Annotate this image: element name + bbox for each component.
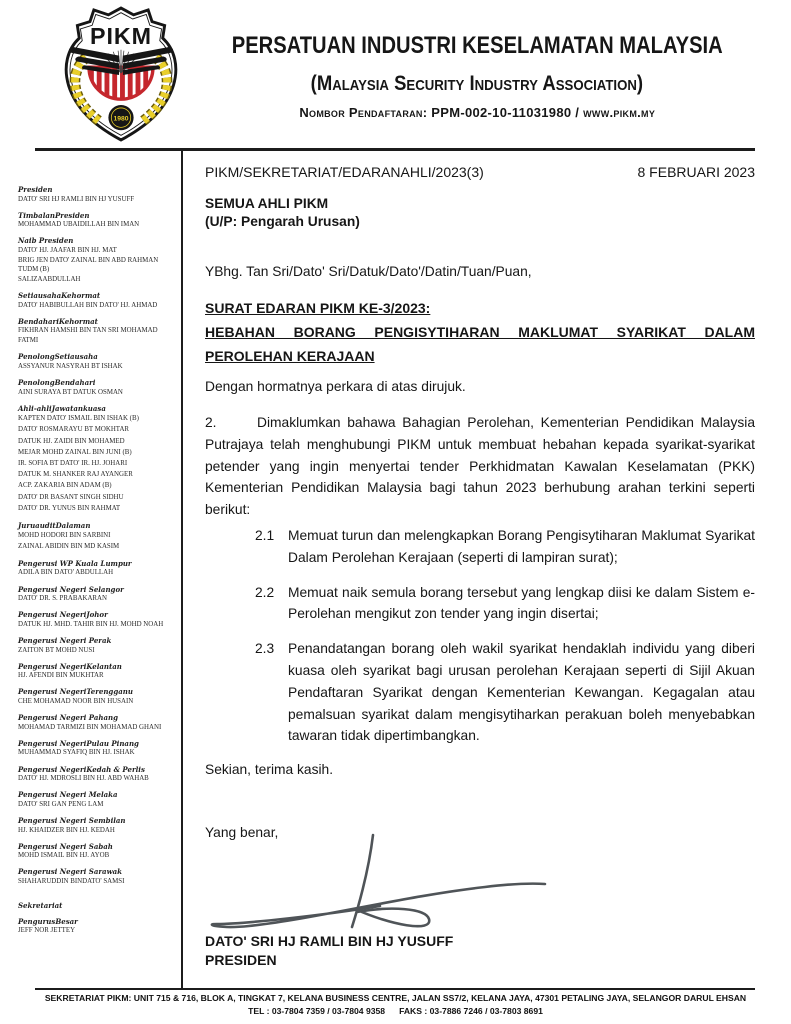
signature-ink-icon [205,830,550,930]
officer-group [18,559,178,578]
officer-name: KAPTEN DATO' ISMAIL BIN ISHAK (B) [18,415,139,423]
officer-role-title: Pengerusi Negeri Perak [18,636,112,646]
letter-body [205,160,755,970]
paragraph-2-text: Dimaklumkan bahawa Bahagian Perolehan, Kementerian Pendidikan Malaysia Putrajaya telah menghubungi PIKM untuk membuat hebahan kepada syarikat-syarikat petender yang ingin menyertai tender Perkhidmatan Kawalan Keselamatan (PKK) Kementerian Pendidikan Malaysia bagi tahun 2023 berhubung arahan terkini seperti berikut: [205,415,755,518]
officer-role-title: SetiausahaKehormat [18,291,101,301]
officer-group [18,713,178,732]
officer-group [18,404,178,514]
officer-name: ASSYANUR NASYRAH BT ISHAK [18,362,123,370]
officer-role-title: Pengerusi Negeri Sembilan [18,816,126,825]
closing-line: Sekian, terima kasih. [205,762,334,778]
recipient-line: SEMUA AHLI PIKM [205,196,329,211]
officer-name: DATO' DR. YUNUS BIN RAHMAT [18,504,121,512]
officer-group [18,291,178,310]
officer-group [18,521,178,553]
subject-line-1: SURAT EDARAN PIKM KE-3/2023: [205,300,431,316]
item-number: 2.3 [255,641,275,657]
opening-paragraph: Dengan hormatnya perkara di atas dirujuk. [205,379,466,394]
officer-name: DATO' SRI GAN PENG LAM [18,800,104,808]
reference-row [205,163,755,181]
officer-group [18,739,178,758]
officer-name: DATO' HABIBULLAH BIN DATO' HJ. AHMAD [18,301,158,309]
officer-name: SALIZAABDULLAH [18,276,81,284]
officer-role-title: Pengerusi NegeriJohor [18,610,108,620]
officer-name: DATO' HJ. MDROSLI BIN HJ. ABD WAHAB [18,775,149,783]
signatory-name: DATO' SRI HJ RAMLI BIN HJ YUSUFF [205,933,454,950]
officer-group [18,585,178,604]
subject-line-3: PEROLEHAN KERAJAAN [205,348,375,364]
pikm-badge-icon [57,5,185,143]
officer-name: ACP. ZAKARIA BIN ADAM (B) [18,482,112,490]
officer-name: DATO' HJ. JAAFAR BIN HJ. MAT [18,246,117,254]
reference-number: PIKM/SEKRETARIAT/EDARANAHLI/2023(3) [205,164,484,180]
logo-acronym-text: PIKM [89,22,153,49]
officer-name: HJ. AFENDI BIN MUKHTAR [18,672,104,680]
officer-group [18,610,178,629]
pikm-logo [57,5,185,148]
officer-role-title: PenolongBendahari [18,378,96,388]
officer-role-title: Pengerusi Negeri Selangor [18,584,124,594]
officer-group [18,687,178,706]
officer-name: DATUK M. SHANKER RAJ AYANGER [18,471,133,479]
officer-name: MOHAMMAD UBAIDILLAH BIN IMAN [18,221,140,229]
item-text: Memuat naik semula borang tersebut yang lengkap diisi ke dalam Sistem e-Perolehan mengikut zon tender yang ingin disertai; [288,584,755,622]
officer-name: DATO' DR. S. PRABAKARAN [18,595,107,603]
officer-name: ZAINAL ABIDIN BIN MD KASIM [18,543,120,551]
officer-name: MEJAR MOHD ZAINAL BIN JUNI (B) [18,448,132,456]
officer-name: DATUK HJ. ZAIDI BIN MOHAMED [18,437,125,445]
officer-group [18,378,178,397]
officer-group [18,185,178,204]
officers-sidebar [18,185,178,942]
item-text: Penandatangan borang oleh wakil syarikat hendaklah individu yang diberi kuasa oleh syarikat bagi urusan perolehan Kerajaan seperti di Sijil Akuan Pendaftaran Syarikat dengan Kementerian Kewangan. Kegagalan atau pemalsuan syarikat dalam mengisytiharkan perakuan boleh menyebabkan tawaran tidak dipertimbangkan. [288,641,755,744]
officer-role-title: Pengerusi Negeri Sarawak [18,867,122,877]
officer-role-title: Pengerusi WP Kuala Lumpur [18,558,132,568]
letterhead [35,6,755,146]
org-name-malay: PERSATUAN INDUSTRI KESELAMATAN MALAYSIA [231,32,723,59]
officer-role-title: TimbalanPresiden [18,210,90,220]
officer-role-title: PengurusBesar [18,916,78,926]
secretariat-footer [0,992,791,1018]
officer-role-title: Pengerusi NegeriKelantan [18,661,122,671]
officer-name: SHAHARUDDIN BINDATO' SAMSI [18,877,125,885]
officer-name: FIKHRAN HAMSHI BIN TAN SRI MOHAMAD FATMI [18,327,158,345]
recipient-block [205,195,755,231]
officer-name: CHE MOHAMAD NOOR BIN HUSAIN [18,697,134,705]
signature-block [205,830,755,926]
officer-group [18,765,178,784]
sidebar-divider [181,150,183,988]
fax-numbers: FAKS : 03-7886 7246 / 03-7803 8691 [399,1006,543,1016]
recipient-attention-line: (U/P: Pengarah Urusan) [205,214,360,229]
svg-text:1980: 1980 [113,115,129,123]
item-number: 2.2 [255,584,275,600]
officer-role-title: Ahli-ahliJawatankuasa [18,403,106,413]
signatory-title: PRESIDEN [205,952,277,969]
officer-role-title: Pengerusi Negeri Sabah [18,841,113,851]
officer-name: HJ. KHAIDZER BIN HJ. KEDAH [18,826,115,834]
officer-group [18,901,178,911]
officer-name: IR. SOFIA BT DATO' IR. HJ. JOHARI [18,460,128,468]
header-divider [35,148,755,151]
officer-group [18,352,178,371]
secretariat-address: SEKRETARIAT PIKM: UNIT 715 & 716, BLOK A, TINGKAT 7, KELANA BUSINESS CENTRE, JALAN SS7/2, KELANA JAYA, 47301 PETALING JAYA, SELANGOR DARUL EHSAN [44,993,747,1003]
officer-name: AINI SURAYA BT DATUK OSMAN [18,388,123,396]
officer-group [18,790,178,809]
salutation: YBhg. Tan Sri/Dato' Sri/Datuk/Dato'/Datin/Tuan/Puan, [205,264,532,279]
officer-role-title: Pengerusi NegeriPulau Pinang [18,738,139,748]
letter-date: 8 FEBRUARI 2023 [637,164,755,180]
numbered-item [205,525,755,569]
item-text: Memuat turun dan melengkapkan Borang Pengisytiharan Maklumat Syarikat Dalam Perolehan Kerajaan (seperti di lampiran surat); [288,527,755,565]
subject-line-2: HEBAHAN BORANG PENGISYTIHARAN MAKLUMAT SYARIKAT DALAM [205,324,755,340]
officer-name: DATO' DR BASANT SINGH SIDHU [18,493,124,501]
officer-name: JEFF NOR JETTEY [18,927,76,935]
officer-group [18,211,178,230]
officer-role-title: Pengerusi Negeri Melaka [18,790,118,800]
officer-group [18,236,178,284]
subject-block [205,296,755,368]
officer-name: BRIG JEN DATO' ZAINAL BIN ABD RAHMAN TUDM (B) [18,256,159,274]
officer-role-title: PenolongSetiausaha [18,352,98,362]
registration-number: Nombor Pendaftaran: PPM-002-10-11031980 / www.pikm.my [299,105,656,120]
org-name-english: (Malaysia Security Industry Association) [311,72,644,95]
officer-role-title: BendahariKehormat [18,316,98,326]
officer-name: MOHD HODORI BIN SARBINI [18,532,111,540]
officer-role-title: Sekretariat [18,900,63,910]
officer-group [18,662,178,681]
officer-name: DATO' SRI HJ RAMLI BIN HJ YUSUFF [18,195,135,203]
paragraph-2 [205,412,755,521]
officer-role-title: JuruauditDalaman [18,520,91,530]
officer-name: DATO' ROSMARAYU BT MOKHTAR [18,426,130,434]
officer-role-title: Pengerusi NegeriTerengganu [18,687,133,697]
contact-numbers [0,1005,791,1018]
officer-name: ADILA BIN DATO' ABDULLAH [18,569,114,577]
officer-name: DATUK HJ. MHD. TAHIR BIN HJ. MOHD NOAH [18,620,164,628]
officer-name: MUHAMMAD SYAFIQ BIN HJ. ISHAK [18,749,135,757]
telephone-numbers: TEL : 03-7804 7359 / 03-7804 9358 [248,1006,386,1016]
officer-group [18,917,178,936]
officer-group [18,636,178,655]
officer-group [18,842,178,861]
officer-group [18,317,178,346]
numbered-item [205,638,755,747]
officer-name: MOHD ISMAIL BIN HJ. AYOB [18,852,110,860]
paragraph-2-number: 2. [205,415,217,430]
sign-off-line: Yang benar, [205,825,279,841]
officer-role-title: Pengerusi NegeriKedah & Perlis [18,764,145,774]
officer-role-title: Naib Presiden [18,236,74,246]
officer-role-title: Pengerusi Negeri Pahang [18,713,118,723]
footer-divider [35,988,755,990]
letterhead-text [185,32,783,120]
officer-name: ZAITON BT MOHD NUSI [18,646,95,654]
numbered-item [205,582,755,626]
officer-group [18,816,178,835]
numbered-items [205,525,755,747]
officer-role-title: Presiden [18,185,53,194]
founding-year-roundel [108,105,133,130]
officer-name: MOHAMAD TARMIZI BIN MOHAMAD GHANI [18,723,162,731]
item-number: 2.1 [255,527,275,543]
officer-group [18,867,178,886]
